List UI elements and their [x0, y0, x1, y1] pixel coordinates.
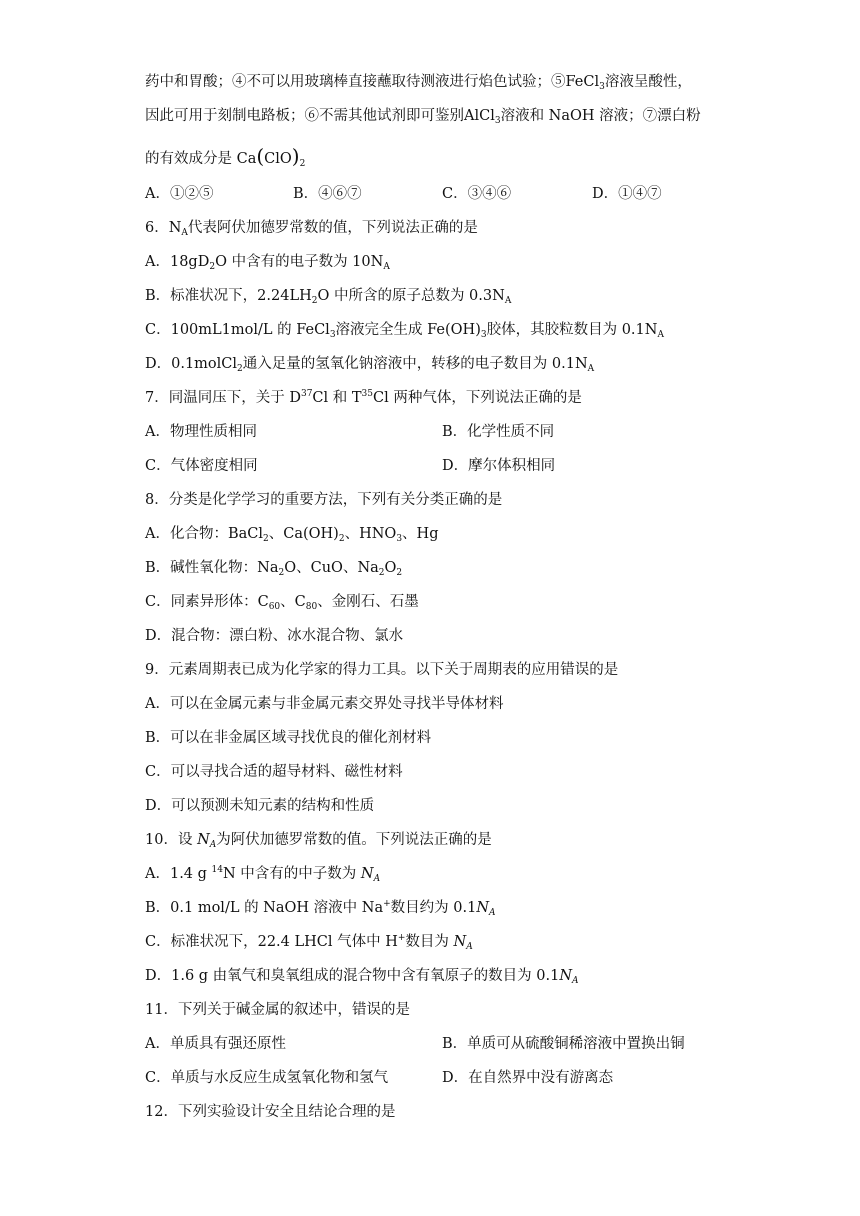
q6-option-a: [145, 252, 390, 272]
text: Cl 和 T: [312, 390, 362, 406]
subscript: A: [572, 976, 579, 986]
text: O 中所含的原子总数为 0.3N: [317, 288, 505, 304]
q9-option-a: A．可以在金属元素与非金属元素交界处寻找半导体材料: [145, 696, 504, 712]
subscript: 2: [237, 364, 243, 374]
q5-option-a: A．①②⑤: [145, 186, 214, 202]
paren-close: ): [291, 144, 300, 168]
text: 代表阿伏加德罗常数的值，下列说法正确的是: [187, 220, 478, 236]
q8-option-c: [145, 592, 419, 612]
text: B．碱性氧化物：Na: [145, 560, 279, 576]
subscript: A: [209, 840, 217, 850]
text: A．1.4 g: [145, 866, 212, 882]
q5-option-c: C．③④⑥: [442, 186, 512, 202]
q11-option-b: B．单质可从硫酸铜稀溶液中置换出铜: [442, 1036, 685, 1052]
text: O、CuO、Na: [284, 560, 379, 576]
q5-text: 因此可用于刻制电路板；⑥不需其他试剂即可鉴别AlCl: [145, 108, 495, 124]
q9-option-d: D．可以预测未知元素的结构和性质: [145, 798, 375, 814]
q9-option-c: C．可以寻找合适的超导材料、磁性材料: [145, 764, 403, 780]
subscript: 80: [305, 602, 318, 612]
text: 溶液完全生成 Fe(OH): [335, 322, 481, 338]
subscript: A: [181, 228, 188, 238]
q5-line-1: [145, 72, 692, 92]
subscript: 2: [278, 568, 285, 578]
text: D．0.1molCl: [145, 356, 238, 372]
subscript: 3: [494, 116, 501, 126]
subscript: A: [383, 262, 390, 272]
q5-text: 溶液呈酸性，: [604, 74, 692, 90]
q5-option-b: B．④⑥⑦: [293, 186, 362, 202]
formula-clo: ClO: [264, 151, 292, 167]
q10-option-d: [145, 966, 579, 986]
text: A．18gD: [145, 254, 210, 270]
q11-option-a: A．单质具有强还原性: [145, 1036, 286, 1052]
text: O 中含有的电子数为 10N: [215, 254, 384, 270]
text: B．0.1 mol/L 的 NaOH 溶液中 Na: [145, 900, 384, 916]
text: 、Ca(OH): [268, 526, 339, 542]
subscript: 2: [338, 534, 345, 544]
q10-option-a: [145, 864, 380, 884]
q6-option-b: [145, 286, 511, 306]
superscript: 14: [211, 865, 223, 875]
text: 7．同温同压下，关于 D: [145, 390, 301, 406]
q5-text: 的有效成分是 Ca: [145, 151, 257, 167]
q7-stem: [145, 388, 582, 408]
text: 通入足量的氢氧化钠溶液中，转移的电子数目为 0.1N: [242, 356, 588, 372]
subscript: 3: [599, 82, 605, 92]
text: C．标准状况下，22.4 LHCl 气体中 H: [145, 934, 398, 950]
text: C．100mL1mol/L 的 FeCl: [145, 322, 330, 338]
subscript: 3: [329, 330, 336, 340]
q8-stem: 8．分类是化学学习的重要方法，下列有关分类正确的是: [145, 492, 503, 508]
subscript: A: [466, 942, 473, 952]
superscript: 37: [300, 389, 313, 399]
text: D．1.6 g 由氧气和臭氧组成的混合物中含有氧原子的数目为 0.1: [145, 968, 560, 984]
q7-option-c: C．气体密度相同: [145, 458, 258, 474]
text: 、C: [280, 594, 306, 610]
subscript: 2: [311, 296, 318, 306]
q8-option-b: [145, 558, 402, 578]
q7-option-d: D．摩尔体积相同: [442, 458, 556, 474]
text: O: [384, 560, 397, 576]
text: 胶体，其胶粒数目为 0.1N: [486, 322, 658, 338]
q6-stem: [145, 218, 478, 238]
text: C．同素异形体：C: [145, 594, 269, 610]
italic-n: N: [197, 832, 210, 848]
subscript: 3: [396, 534, 403, 544]
q6-option-d: [145, 354, 594, 374]
subscript: A: [504, 296, 512, 306]
q7-option-b: B．化学性质不同: [442, 424, 555, 440]
subscript: A: [373, 874, 381, 884]
q8-option-a: [145, 524, 438, 544]
italic-n: N: [559, 968, 573, 984]
subscript: A: [489, 908, 496, 918]
q10-stem: [145, 830, 492, 850]
q5-line-3: [145, 146, 305, 169]
italic-n: N: [476, 900, 489, 916]
q12-stem: 12．下列实验设计安全且结论合理的是: [145, 1104, 396, 1120]
subscript: 3: [480, 330, 487, 340]
q10-option-b: [145, 898, 496, 918]
subscript: A: [657, 330, 664, 340]
subscript: A: [587, 364, 595, 374]
q6-option-c: [145, 320, 664, 340]
q11-stem: 11．下列关于碱金属的叙述中，错误的是: [145, 1002, 410, 1018]
q5-option-d: D．①④⑦: [592, 186, 662, 202]
q9-stem: 9．元素周期表已成为化学家的得力工具。以下关于周期表的应用错误的是: [145, 662, 619, 678]
superscript: +: [397, 933, 406, 943]
subscript: 2: [263, 534, 269, 544]
q5-text: 药中和胃酸；④不可以用玻璃棒直接蘸取待测液进行焰色试验；⑤FeCl: [145, 74, 600, 90]
text: Cl 两种气体，下列说法正确的是: [373, 390, 582, 406]
text: 、Hg: [402, 526, 439, 542]
subscript: 2: [209, 262, 216, 272]
subscript: 2: [299, 159, 306, 169]
subscript: 2: [378, 568, 385, 578]
q7-option-a: A．物理性质相同: [145, 424, 257, 440]
q9-option-b: B．可以在非金属区域寻找优良的催化剂材料: [145, 730, 432, 746]
italic-n: N: [453, 934, 467, 950]
paren-open: (: [256, 144, 265, 168]
text: 、金刚石、石墨: [317, 594, 419, 610]
q11-option-d: D．在自然界中没有游离态: [442, 1070, 614, 1086]
text: B．标准状况下，2.24LH: [145, 288, 312, 304]
text: 为阿伏加德罗常数的值。下列说法正确的是: [216, 832, 492, 848]
subscript: 2: [396, 568, 403, 578]
q8-option-d: D．混合物：漂白粉、冰水混合物、氯水: [145, 628, 404, 644]
subscript: 60: [268, 602, 281, 612]
italic-n: N: [360, 866, 374, 882]
q10-option-c: [145, 932, 473, 952]
text: 、HNO: [344, 526, 397, 542]
superscript: 35: [361, 389, 373, 399]
text: 10．设: [145, 832, 198, 848]
superscript: +: [383, 899, 391, 909]
q11-option-c: C．单质与水反应生成氢氧化物和氢气: [145, 1070, 389, 1086]
text: 数目约为 0.1: [390, 900, 477, 916]
text: A．化合物：BaCl: [145, 526, 264, 542]
q5-text: 溶液和 NaOH 溶液；⑦漂白粉: [500, 108, 701, 124]
q5-line-2: [145, 106, 701, 126]
text: 6．N: [145, 220, 182, 236]
text: 数目为: [405, 934, 454, 950]
text: N 中含有的中子数为: [223, 866, 361, 882]
